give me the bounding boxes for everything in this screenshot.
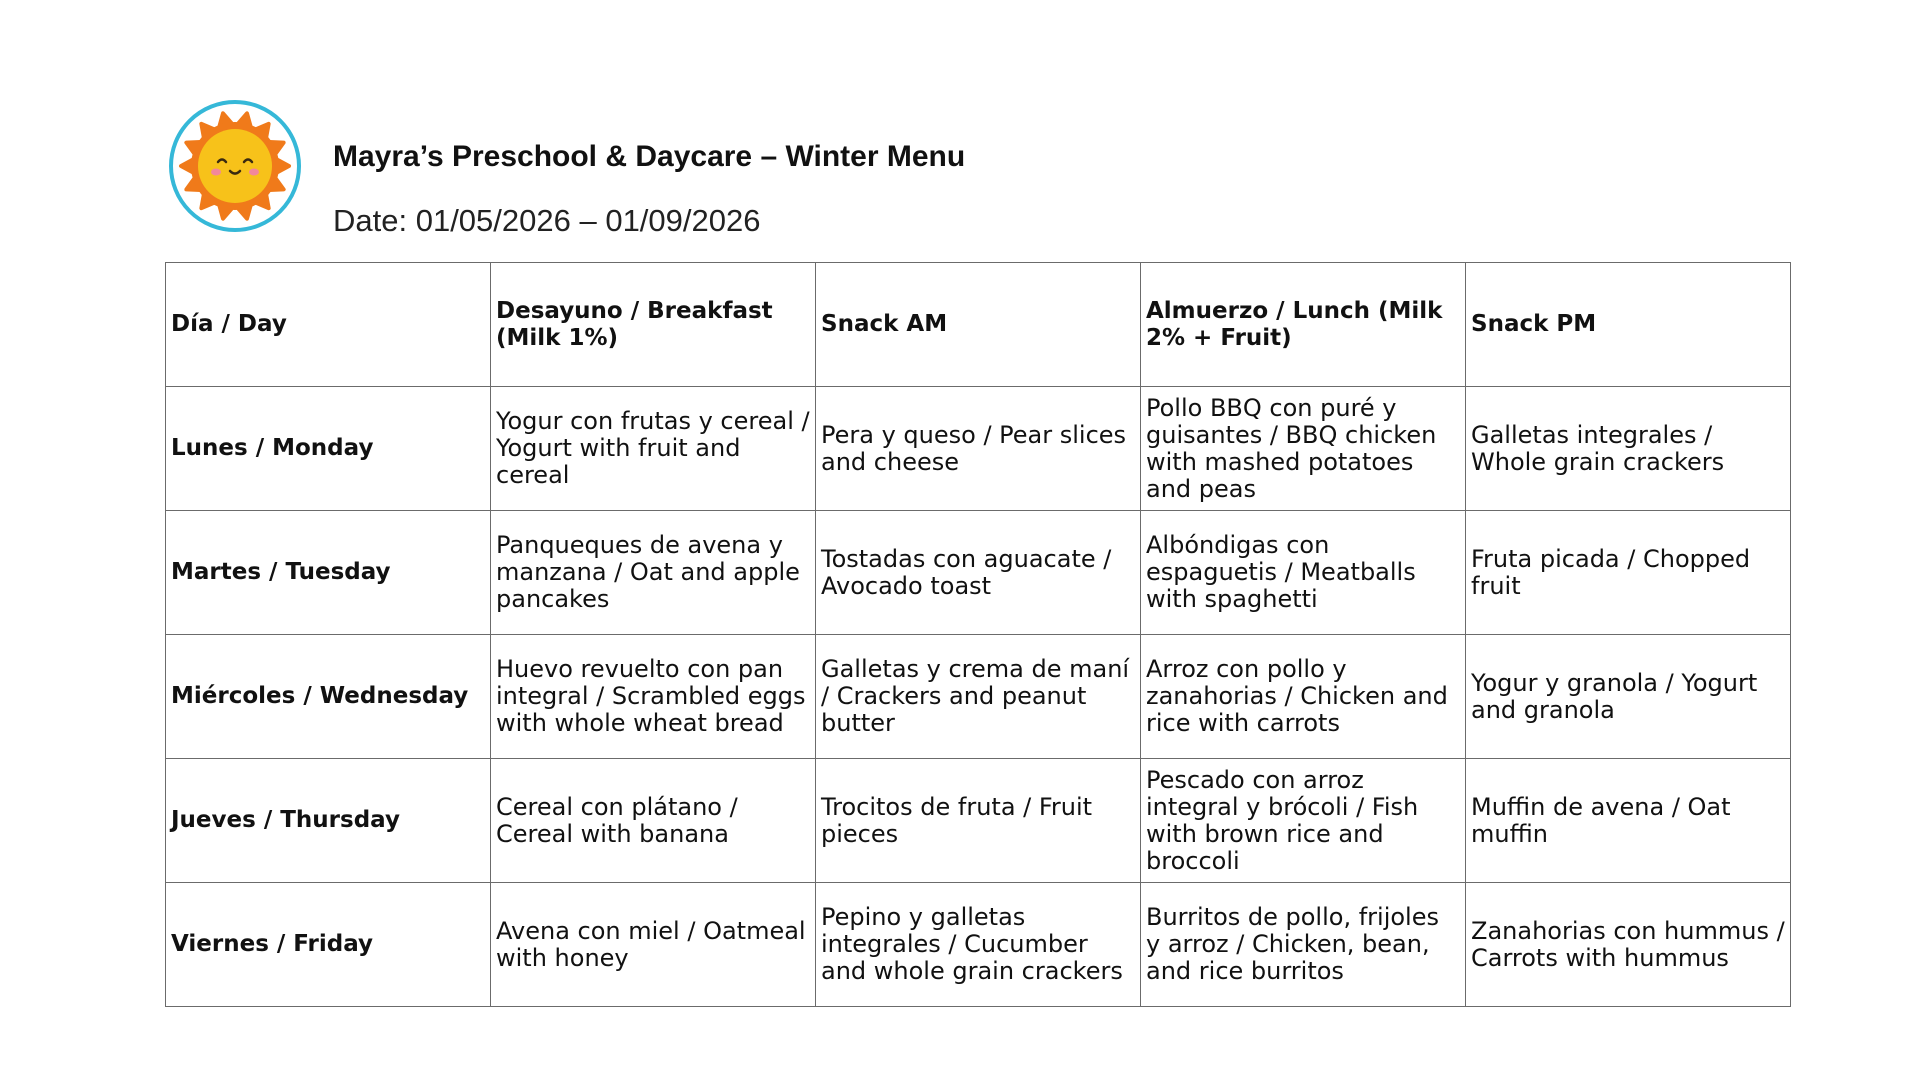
snack-am-cell: Trocitos de fruta / Fruit pieces [816, 759, 1141, 883]
table-header-row [166, 263, 1791, 387]
table-row [166, 883, 1791, 1007]
breakfast-cell: Huevo revuelto con pan integral / Scrambled eggs with whole wheat bread [491, 635, 816, 759]
snack-am-cell: Pepino y galletas integrales / Cucumber and whole grain crackers [816, 883, 1141, 1007]
table-row [166, 635, 1791, 759]
snack-pm-cell: Galletas integrales / Whole grain crackers [1466, 387, 1791, 511]
lunch-cell: Burritos de pollo, frijoles y arroz / Chicken, bean, and rice burritos [1141, 883, 1466, 1007]
lunch-cell: Pescado con arroz integral y brócoli / Fish with brown rice and broccoli [1141, 759, 1466, 883]
snack-am-cell: Galletas y crema de maní / Crackers and peanut butter [816, 635, 1141, 759]
breakfast-cell: Yogur con frutas y cereal / Yogurt with fruit and cereal [491, 387, 816, 511]
lunch-cell: Arroz con pollo y zanahorias / Chicken and rice with carrots [1141, 635, 1466, 759]
table-row [166, 387, 1791, 511]
day-cell: Viernes / Friday [166, 883, 491, 1007]
day-cell: Martes / Tuesday [166, 511, 491, 635]
column-header-snack-am: Snack AM [816, 263, 1141, 387]
snack-pm-cell: Muffin de avena / Oat muffin [1466, 759, 1791, 883]
breakfast-cell: Panqueques de avena y manzana / Oat and apple pancakes [491, 511, 816, 635]
table-row [166, 511, 1791, 635]
menu-date-range: Date: 01/05/2026 – 01/09/2026 [333, 203, 761, 238]
breakfast-cell: Cereal con plátano / Cereal with banana [491, 759, 816, 883]
column-header-snack-pm: Snack PM [1466, 263, 1791, 387]
breakfast-cell: Avena con miel / Oatmeal with honey [491, 883, 816, 1007]
page-title: Mayra’s Preschool & Daycare – Winter Menu [333, 140, 966, 173]
snack-am-cell: Pera y queso / Pear slices and cheese [816, 387, 1141, 511]
day-cell: Jueves / Thursday [166, 759, 491, 883]
snack-am-cell: Tostadas con aguacate / Avocado toast [816, 511, 1141, 635]
column-header-lunch: Almuerzo / Lunch (Milk 2% + Fruit) [1141, 263, 1466, 387]
snack-pm-cell: Fruta picada / Chopped fruit [1466, 511, 1791, 635]
weekly-menu-table [165, 262, 1791, 1007]
column-header-day: Día / Day [166, 263, 491, 387]
snack-pm-cell: Yogur y granola / Yogurt and granola [1466, 635, 1791, 759]
day-cell: Miércoles / Wednesday [166, 635, 491, 759]
smiling-sun-icon [168, 99, 302, 233]
lunch-cell: Albóndigas con espaguetis / Meatballs with spaghetti [1141, 511, 1466, 635]
day-cell: Lunes / Monday [166, 387, 491, 511]
lunch-cell: Pollo BBQ con puré y guisantes / BBQ chicken with mashed potatoes and peas [1141, 387, 1466, 511]
snack-pm-cell: Zanahorias con hummus / Carrots with hummus [1466, 883, 1791, 1007]
column-header-breakfast: Desayuno / Breakfast (Milk 1%) [491, 263, 816, 387]
table-row [166, 759, 1791, 883]
